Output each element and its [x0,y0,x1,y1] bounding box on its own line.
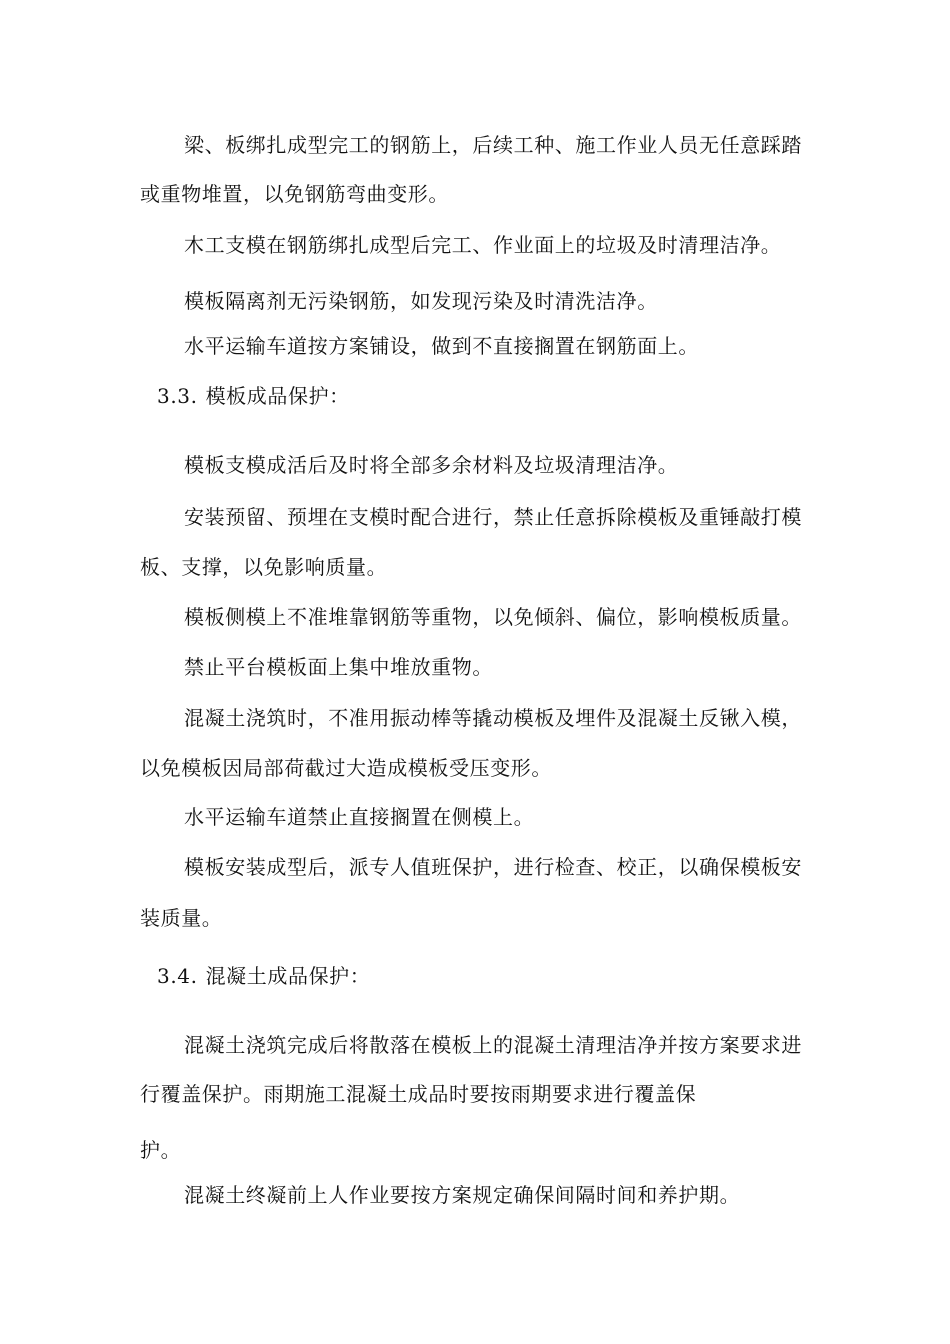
paragraph-line: 模板侧模上不准堆靠钢筋等重物，以免倾斜、偏位，影响模板质量。 [184,605,802,629]
section-number: 3.3. [157,384,198,408]
paragraph-line: 混凝土终凝前上人作业要按方案规定确保间隔时间和养护期。 [184,1183,741,1207]
section-heading-3-4 [157,962,370,990]
paragraph-line: 模板隔离剂无污染钢筋，如发现污染及时清洗洁净。 [184,289,658,313]
paragraph-line: 混凝土浇筑完成后将散落在模板上的混凝土清理洁净并按方案要求进 [184,1033,802,1057]
section-title: 模板成品保护： [205,384,350,408]
paragraph-line: 混凝土浇筑时，不准用振动棒等撬动模板及埋件及混凝土反锹入模， [184,706,802,730]
paragraph-line: 以免模板因局部荷截过大造成模板受压变形。 [140,756,552,780]
paragraph-line: 木工支模在钢筋绑扎成型后完工、作业面上的垃圾及时清理洁净。 [184,233,782,257]
paragraph-line: 板、支撑，以免影响质量。 [140,555,388,579]
paragraph-line: 护。 [140,1138,182,1162]
paragraph-line: 装质量。 [140,906,223,930]
section-heading-3-3 [157,382,350,410]
paragraph-line: 模板支模成活后及时将全部多余材料及垃圾清理洁净。 [184,453,679,477]
paragraph-line: 安装预留、预埋在支模时配合进行，禁止任意拆除模板及重锤敲打模 [184,505,802,529]
paragraph-line: 水平运输车道禁止直接搁置在侧模上。 [184,805,535,829]
paragraph-line: 梁、板绑扎成型完工的钢筋上，后续工种、施工作业人员无任意踩踏 [184,133,802,157]
paragraph-line: 模板安装成型后，派专人值班保护，进行检查、校正，以确保模板安 [184,855,802,879]
paragraph-line: 或重物堆置，以免钢筋弯曲变形。 [140,182,449,206]
paragraph-line: 行覆盖保护。雨期施工混凝土成品时要按雨期要求进行覆盖保 [140,1082,697,1106]
section-number: 3.4. [157,964,198,988]
section-title: 混凝土成品保护： [205,964,371,988]
paragraph-line: 禁止平台模板面上集中堆放重物。 [184,655,493,679]
paragraph-line: 水平运输车道按方案铺设，做到不直接搁置在钢筋面上。 [184,334,699,358]
